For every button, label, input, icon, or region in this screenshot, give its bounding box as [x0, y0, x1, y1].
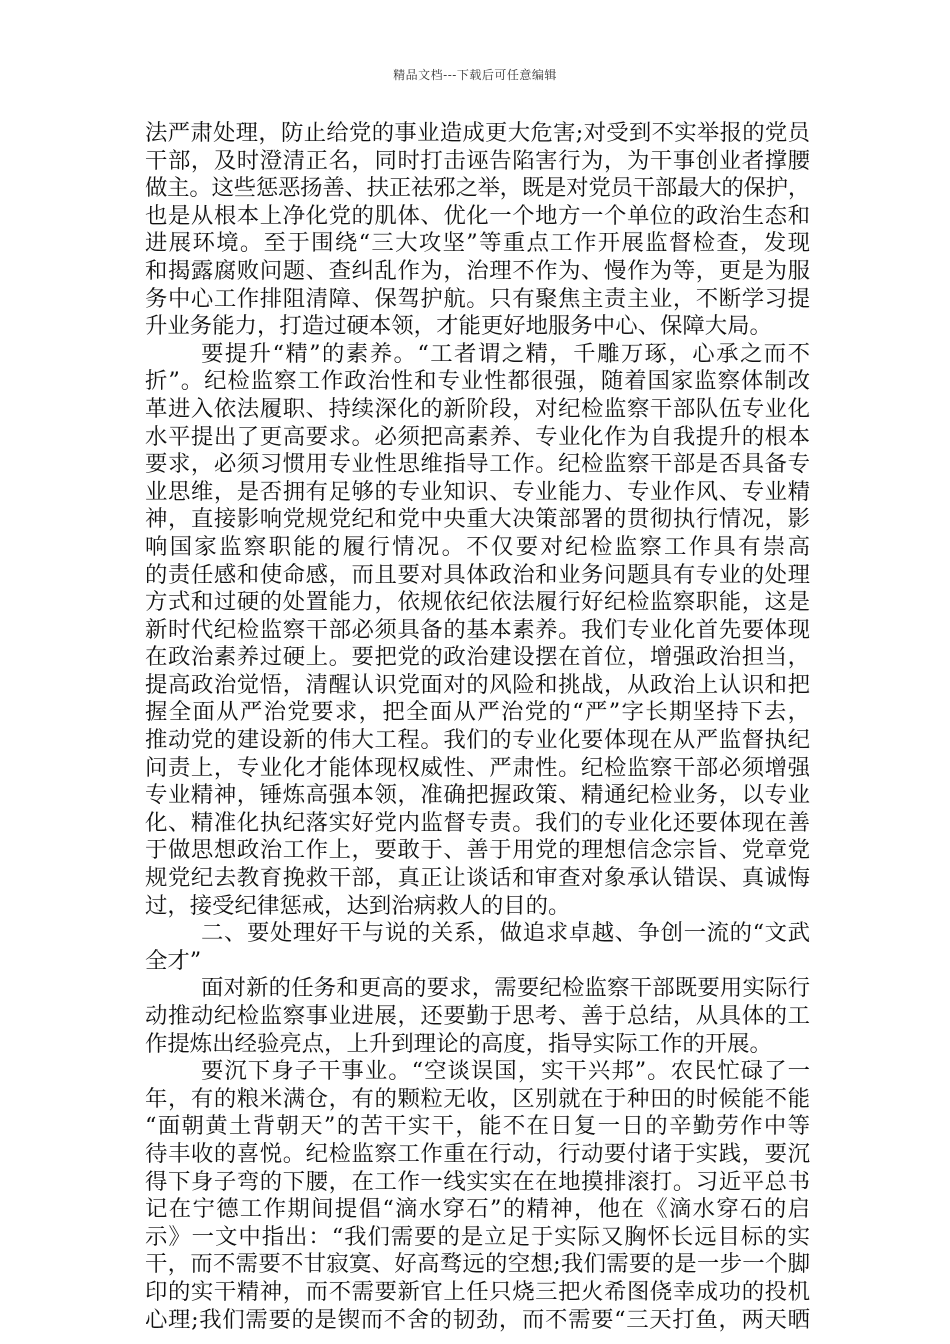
text-line: 要沉下身子干事业。“空谈误国，实干兴邦”。农民忙碌了一 — [201, 1058, 810, 1085]
text-line: 进展环境。至于围绕“三大攻坚”等重点工作开展监督检查，发现 — [145, 230, 810, 257]
text-line: 干，而不需要不甘寂寞、好高骛远的空想;我们需要的是一步一个脚 — [145, 1251, 810, 1278]
text-line: 也是从根本上净化党的肌体、优化一个地方一个单位的政治生态和 — [145, 202, 810, 229]
text-line: 响国家监察职能的履行情况。不仅要对纪检监察工作具有崇高 — [145, 533, 810, 560]
text-line: 二、要处理好干与说的关系，做追求卓越、争创一流的“文武 — [201, 920, 810, 947]
text-line: 神，直接影响党规党纪和党中央重大决策部署的贯彻执行情况，影 — [145, 506, 810, 533]
text-line: 升业务能力，打造过硬本领，才能更好地服务中心、保障大局。 — [145, 313, 772, 340]
text-line: 的责任感和使命感，而且要对具体政治和业务问题具有专业的处理 — [145, 561, 810, 588]
text-line: 得下身子弯的下腰，在工作一线实实在在地摸排滚打。习近平总书 — [145, 1168, 810, 1195]
text-line: 推动党的建设新的伟大工程。我们的专业化要体现在从严监督执纪 — [145, 727, 810, 754]
text-line: 要提升“精”的素养。“工者谓之精，千雕万琢，心承之而不 — [201, 340, 810, 367]
text-line: 作提炼出经验亮点，上升到理论的高度，指导实际工作的开展。 — [145, 1030, 772, 1057]
text-line: 专业精神，锤炼高强本领，准确把握政策、精通纪检业务，以专业 — [145, 782, 810, 809]
document-body — [145, 120, 810, 1334]
text-line: 水平提出了更高要求。必须把高素养、专业化作为自我提升的根本 — [145, 423, 810, 450]
text-line: 问责上，专业化才能体现权威性、严肃性。纪检监察干部必须增强 — [145, 754, 810, 781]
text-line: 心理;我们需要的是锲而不舍的韧劲，而不需要“三天打鱼，两天晒 — [145, 1306, 810, 1333]
text-line: 干部，及时澄清正名，同时打击诬告陷害行为，为干事创业者撑腰 — [145, 147, 810, 174]
text-line: 动推动纪检监察事业进展，还要勤于思考、善于总结，从具体的工 — [145, 1003, 810, 1029]
text-line: 提高政治觉悟，清醒认识党面对的风险和挑战，从政治上认识和把 — [145, 671, 810, 698]
text-line: 业思维，是否拥有足够的专业知识、专业能力、专业作风、专业精 — [145, 478, 810, 505]
text-line: 化、精准化执纪落实好党内监督专责。我们的专业化还要体现在善 — [145, 809, 810, 836]
text-line: 待丰收的喜悦。纪检监察工作重在行动，行动要付诸于实践，要沉 — [145, 1140, 810, 1167]
text-line: 记在宁德工作期间提倡“滴水穿石”的精神，他在《滴水穿石的启 — [145, 1196, 810, 1223]
text-line: 规党纪去教育挽救干部，真正让谈话和审查对象承认错误、真诚悔 — [145, 865, 810, 892]
text-line: 革进入依法履职、持续深化的新阶段，对纪检监察干部队伍专业化 — [145, 395, 810, 422]
text-line: 印的实干精神，而不需要新官上任只烧三把火希图侥幸成功的投机 — [145, 1278, 810, 1305]
text-line: 年，有的粮米满仓，有的颗粒无收，区别就在于种田的时候能不能 — [145, 1085, 810, 1112]
text-line: 握全面从严治党要求，把全面从严治党的“严”字长期坚持下去， — [145, 699, 810, 726]
text-line: 法严肃处理，防止给党的事业造成更大危害;对受到不实举报的党员 — [145, 120, 810, 146]
text-line: 于做思想政治工作上，要敢于、善于用党的理想信念宗旨、党章党 — [145, 837, 810, 864]
text-line: 新时代纪检监察干部必须具备的基本素养。我们专业化首先要体现 — [145, 616, 810, 643]
text-line: 示》一文中指出：“我们需要的是立足于实际又胸怀长远目标的实 — [145, 1223, 810, 1250]
text-line: 折”。纪检监察工作政治性和专业性都很强，随着国家监察体制改 — [145, 368, 810, 395]
text-line: 和揭露腐败问题、查纠乱作为，治理不作为、慢作为等，更是为服 — [145, 257, 810, 284]
page-header: 精品文档---下载后可任意编辑 — [393, 68, 557, 82]
text-line: 在政治素养过硬上。要把党的政治建设摆在首位，增强政治担当， — [145, 644, 810, 671]
text-line: 务中心工作排阻清障、保驾护航。只有聚焦主责主业，不断学习提 — [145, 285, 810, 312]
text-line: 全才” — [145, 947, 202, 974]
text-line: 方式和过硬的处置能力，依规依纪依法履行好纪检监察职能，这是 — [145, 589, 810, 616]
text-line: 做主。这些惩恶扬善、扶正祛邪之举，既是对党员干部最大的保护， — [145, 175, 810, 202]
text-line: 面对新的任务和更高的要求，需要纪检监察干部既要用实际行 — [201, 975, 810, 1002]
text-line: 要求，必须习惯用专业性思维指导工作。纪检监察干部是否具备专 — [145, 451, 810, 478]
text-line: 过，接受纪律惩戒，达到治病救人的目的。 — [145, 892, 571, 919]
text-line: “面朝黄土背朝天”的苦干实干，能不在日复一日的辛勤劳作中等 — [145, 1113, 810, 1140]
